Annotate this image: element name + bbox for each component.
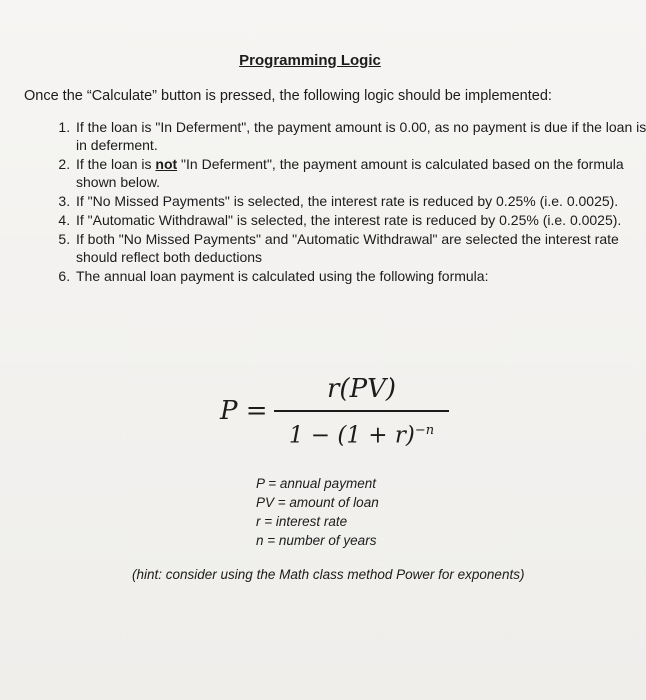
fraction-bar — [274, 410, 449, 412]
formula-lhs: P = — [220, 396, 268, 426]
page-title: Programming Logic — [239, 52, 381, 69]
formula-denominator-base: 1 − (1 + r) — [288, 422, 415, 449]
formula-denominator — [274, 416, 449, 451]
rule-item: 1. If the loan is "In Deferment", the payment amount is 0.00, as no payment is due if the loan is in deferment. — [74, 118, 646, 154]
intro-text: Once the “Calculate” button is pressed, the following logic should be implemented: — [24, 88, 552, 104]
definition-item: PV = amount of loan — [256, 495, 379, 510]
rules-list — [26, 118, 646, 286]
rule-text: If the loan is — [76, 156, 156, 172]
formula-fraction — [274, 370, 449, 451]
hint-text: (hint: consider using the Math class method Power for exponents) — [132, 567, 525, 582]
formula-numerator: r(PV) — [327, 374, 396, 404]
definition-item: r = interest rate — [256, 514, 348, 529]
rule-item — [74, 155, 646, 191]
rule-item: 4. If "Automatic Withdrawal" is selected, the interest rate is reduced by 0.25% (i.e. 0.0025). — [74, 211, 646, 229]
payment-formula — [212, 370, 452, 460]
definition-item: P = annual payment — [256, 476, 376, 491]
rule-item: 6. The annual loan payment is calculated using the following formula: — [74, 267, 646, 285]
formula-exponent: −n — [414, 423, 435, 438]
rule-emphasis: not — [155, 156, 178, 172]
definition-item: n = number of years — [256, 533, 377, 548]
rule-item: 3. If "No Missed Payments" is selected, the interest rate is reduced by 0.25% (i.e. 0.0025). — [74, 192, 646, 210]
rule-text: "In Deferment", the payment amount is calculated based on the formula shown below. — [76, 156, 624, 190]
rule-item: 5. If both "No Missed Payments" and "Automatic Withdrawal" are selected the interest rate should reflect both deductions — [74, 230, 646, 266]
variable-definitions — [256, 474, 379, 550]
